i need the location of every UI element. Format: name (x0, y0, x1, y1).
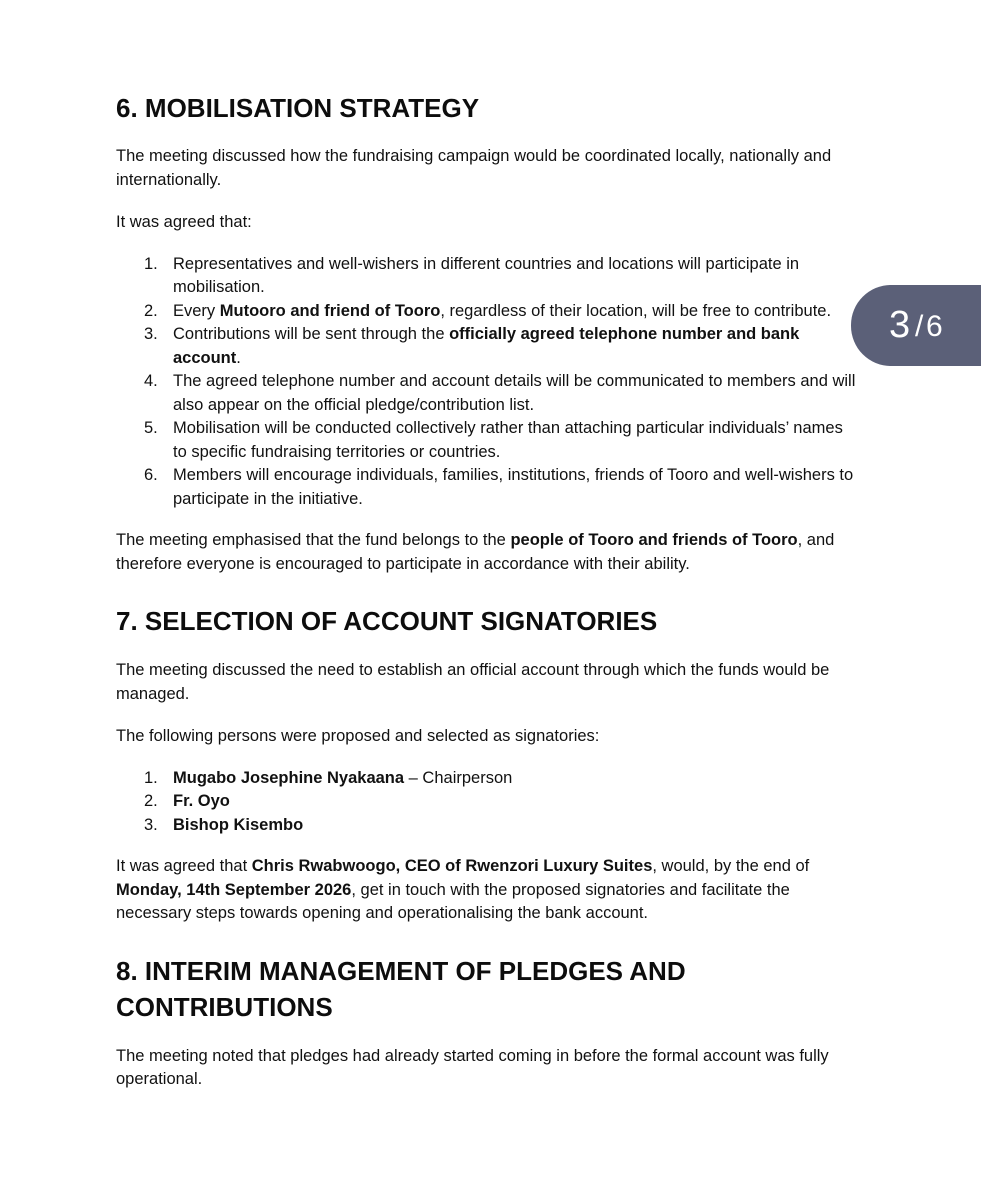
list-item-text: , regardless of their location, will be free to contribute. (440, 301, 832, 320)
emphasis-text: , and therefore everyone is encouraged to participate in accordance with their ability. (116, 531, 835, 573)
list-item-text: Mobilisation will be conducted collectively rather than attaching particular individuals’ names to specific fundraising territories or countries. (173, 419, 843, 461)
list-item-bold-text: Mutooro and friend of Tooro (219, 301, 441, 320)
section-6-agreed-lead: It was agreed that: (116, 213, 252, 231)
list-item-number: 1. (144, 254, 158, 273)
emphasis-bold-text: people of Tooro and friends of Tooro (510, 531, 798, 549)
mobilisation-list (116, 253, 861, 512)
list-item-number: 5. (144, 419, 158, 437)
signatory-item (116, 790, 861, 814)
agreement-text: It was agreed that (116, 857, 252, 875)
list-item-text: . (236, 348, 241, 367)
signatories-list (116, 767, 861, 838)
list-item-number: 3. (144, 815, 158, 834)
section-8-intro: The meeting noted that pledges had already started coming in before the formal account was fully operational. (116, 1046, 829, 1088)
section-6-heading: 6. MOBILISATION STRATEGY (116, 93, 480, 123)
list-item-number: 2. (144, 792, 158, 810)
emphasis-text: The meeting emphasised that the fund belongs to the (116, 531, 511, 549)
section-7-agreement (116, 855, 861, 926)
signatory-role: – Chairperson (404, 768, 513, 787)
list-item-text: Every (173, 301, 220, 320)
list-item-text: Members will encourage individuals, families, institutions, friends of Tooro and well-wishers to participate in the initiative. (173, 466, 854, 508)
list-item-number: 4. (144, 372, 158, 390)
section-8-heading-line-2: CONTRIBUTIONS (116, 991, 333, 1022)
list-item (116, 300, 861, 324)
page-separator: / (915, 310, 924, 343)
agreement-text: , get in touch with the proposed signatories and facilitate the necessary steps towards opening and operationalising the bank account. (116, 880, 790, 922)
list-item-number: 1. (144, 768, 158, 787)
list-item-text: Contributions will be sent through the (173, 325, 450, 343)
agreement-bold-text: Chris Rwabwoogo, CEO of Rwenzori Luxury Suites (251, 857, 653, 875)
list-item-number: 3. (144, 325, 158, 343)
list-item-number: 6. (144, 466, 158, 484)
list-item-text: The agreed telephone number and account details will be communicated to members and will also appear on the official pledge/contribution list. (173, 372, 856, 414)
section-7-following: The following persons were proposed and selected as signatories: (116, 727, 600, 745)
list-item-text: Representatives and well-wishers in different countries and locations will participate in mobilisation. (173, 254, 800, 296)
list-item-bold-text: officially agreed telephone number and bank account (173, 325, 800, 367)
total-pages-number: 6 (926, 310, 943, 343)
page-content (116, 90, 861, 1092)
agreement-deadline: Monday, 14th September 2026 (116, 880, 352, 899)
signatory-name: Bishop Kisembo (173, 815, 304, 834)
section-6-intro: The meeting discussed how the fundraising campaign would be coordinated locally, nationally and internationally. (116, 147, 832, 189)
section-8-heading (116, 953, 861, 1025)
signatory-item (116, 814, 861, 838)
section-6-emphasis (116, 529, 861, 576)
list-item (116, 323, 861, 370)
list-item (116, 417, 861, 464)
section-8-heading-line-1: 8. INTERIM MANAGEMENT OF PLEDGES AND (116, 955, 686, 986)
section-7-intro: The meeting discussed the need to establish an official account through which the funds would be managed. (116, 661, 830, 703)
list-item-number: 2. (144, 301, 158, 320)
list-item (116, 464, 861, 511)
list-item (116, 370, 861, 417)
signatory-name: Mugabo Josephine Nyakaana (173, 768, 405, 787)
list-item (116, 253, 861, 300)
agreement-text: , would, by the end of (652, 857, 810, 875)
section-7-heading: 7. SELECTION OF ACCOUNT SIGNATORIES (116, 606, 658, 636)
page-indicator-badge (851, 285, 981, 366)
signatory-name: Fr. Oyo (173, 792, 230, 810)
current-page-number: 3 (889, 304, 911, 346)
signatory-item (116, 767, 861, 791)
